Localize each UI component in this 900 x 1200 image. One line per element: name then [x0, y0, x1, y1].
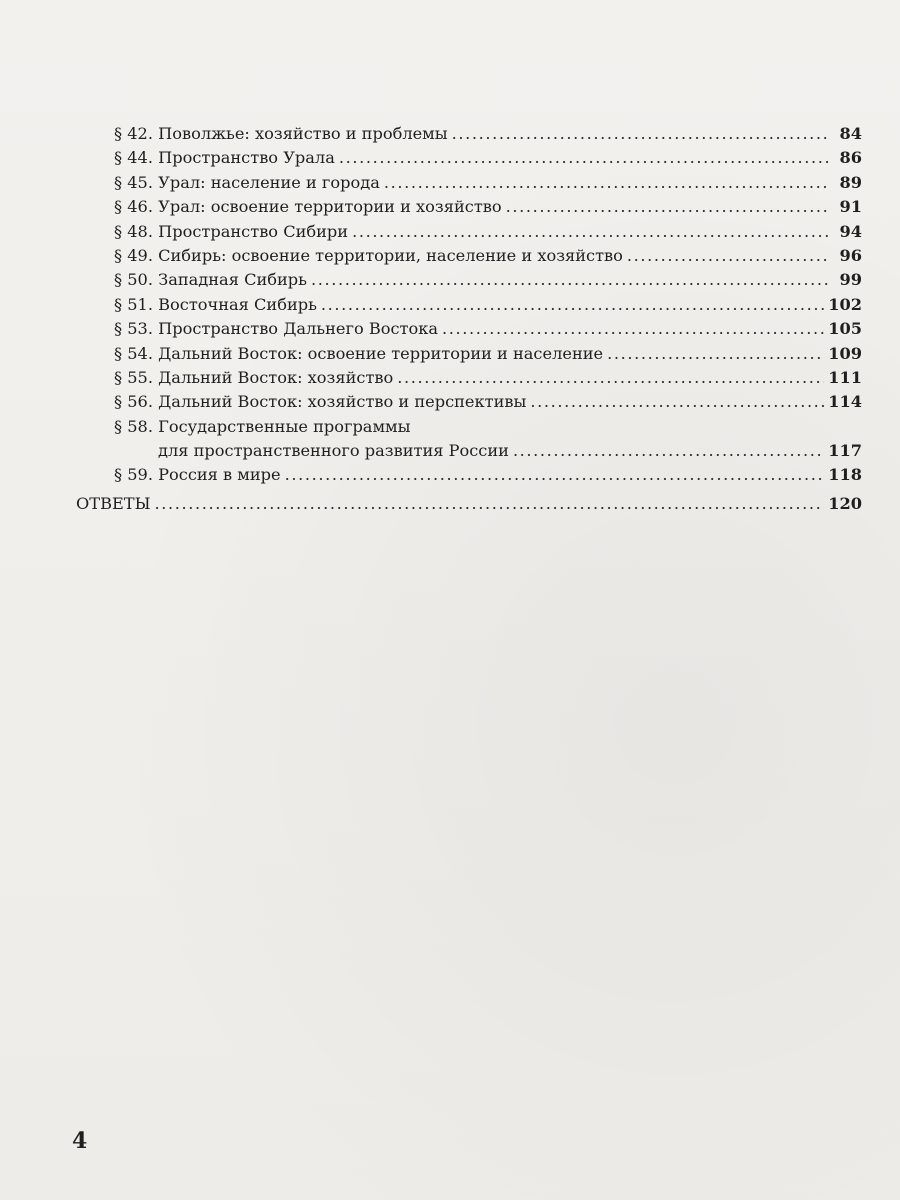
page-number: 4	[72, 1128, 88, 1154]
toc-entry-page: 99	[839, 270, 862, 290]
toc-entry	[76, 124, 862, 148]
toc-leader-dots	[321, 295, 824, 314]
toc-entry	[76, 494, 862, 518]
toc-leader-dots	[384, 173, 830, 192]
toc-entry-page: 114	[828, 392, 862, 412]
toc-entry-title: § 55. Дальний Восток: хозяйство	[114, 367, 394, 387]
toc-leader-dots	[627, 246, 830, 265]
toc-entry	[76, 295, 862, 319]
toc-entry-title: § 58. Государственные программы	[114, 416, 411, 436]
toc-entry	[76, 173, 862, 197]
toc-entry-page: 120	[828, 493, 862, 513]
toc-leader-dots	[339, 148, 830, 167]
toc-entry-title: § 49. Сибирь: освоение территории, население и хозяйство	[114, 245, 623, 265]
toc-leader-dots	[442, 319, 824, 338]
toc-leader-dots	[607, 344, 824, 363]
toc-entry-page: 96	[839, 245, 862, 265]
toc-entry	[76, 148, 862, 172]
toc-leader-dots	[506, 197, 830, 216]
toc-entry-title: ОТВЕТЫ	[76, 493, 151, 513]
toc-entry-title: § 42. Поволжье: хозяйство и проблемы	[114, 124, 448, 143]
toc-entry	[76, 417, 862, 441]
toc-entry-title: § 50. Западная Сибирь	[114, 270, 307, 290]
toc-entry-page: 118	[828, 465, 862, 485]
toc-entry-title: § 45. Урал: население и города	[114, 172, 380, 192]
toc-entry	[76, 197, 862, 221]
toc-entry-page: 84	[839, 124, 862, 143]
toc-entry-title: § 56. Дальний Восток: хозяйство и перспективы	[114, 392, 527, 412]
toc-leader-dots	[452, 124, 830, 143]
toc-entry	[76, 441, 862, 465]
toc-entry-page: 109	[828, 343, 862, 363]
toc-entry	[76, 246, 862, 270]
toc-entry-title: § 44. Пространство Урала	[114, 148, 335, 168]
toc-entry-page: 102	[828, 294, 862, 314]
toc-entry	[76, 392, 862, 416]
toc-leader-dots	[513, 441, 824, 460]
table-of-contents	[76, 124, 862, 518]
toc-entry	[76, 465, 862, 489]
toc-leader-dots	[397, 368, 824, 387]
toc-entry	[76, 270, 862, 294]
toc-entry	[76, 368, 862, 392]
toc-entry-title: § 48. Пространство Сибири	[114, 221, 349, 241]
toc-entry-title: § 53. Пространство Дальнего Востока	[114, 319, 439, 339]
toc-entry-title: § 51. Восточная Сибирь	[114, 294, 317, 314]
toc-entry-page: 111	[828, 367, 862, 387]
toc-entry	[76, 222, 862, 246]
toc-leader-dots	[285, 465, 825, 484]
toc-entry-title: § 54. Дальний Восток: освоение территории и население	[114, 343, 604, 363]
toc-entry-page: 94	[839, 221, 862, 241]
toc-entry-title: § 46. Урал: освоение территории и хозяйство	[114, 197, 502, 217]
toc-entry	[76, 344, 862, 368]
toc-entry-page: 91	[839, 197, 862, 217]
toc-leader-dots	[311, 270, 830, 289]
toc-entry-title: § 59. Россия в мире	[114, 465, 281, 485]
toc-entry-page: 86	[839, 148, 862, 168]
toc-entry-page: 105	[828, 319, 862, 339]
toc-entry-page: 117	[828, 441, 862, 461]
toc-entry-title: для пространственного развития России	[158, 441, 509, 461]
toc-leader-dots	[530, 392, 824, 411]
toc-leader-dots	[352, 222, 830, 241]
toc-entry-page: 89	[839, 172, 862, 192]
toc-leader-dots	[155, 494, 825, 513]
toc-entry	[76, 319, 862, 343]
